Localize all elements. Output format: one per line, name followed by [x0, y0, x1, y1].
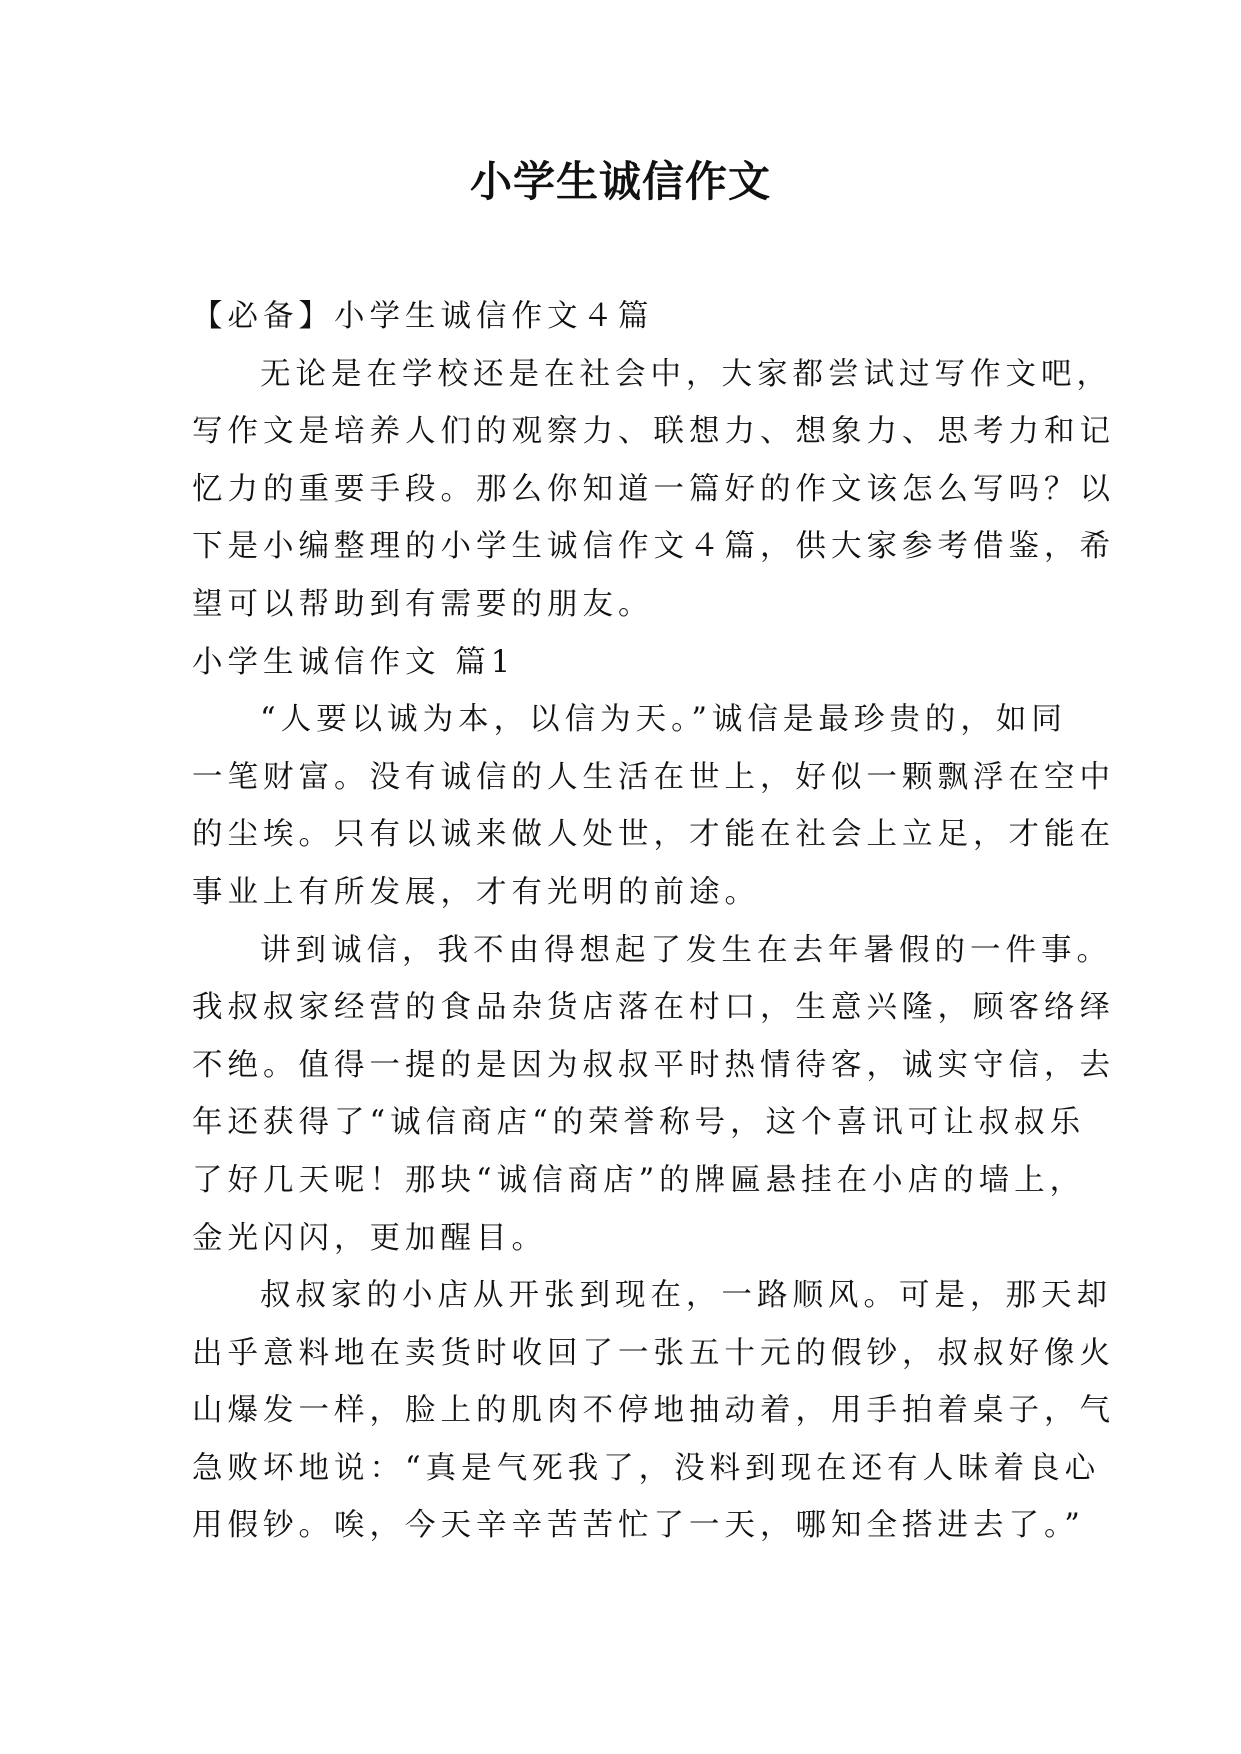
text-line: 用假钞。唉，今天辛辛苦苦忙了一天，哪知全搭进去了。”	[192, 1508, 1085, 1544]
text-line: 的尘埃。只有以诚来做人处世，才能在社会上立足，才能在	[192, 817, 1115, 853]
text-line: 叔叔家的小店从开张到现在，一路顺风。可是，那天却	[260, 1278, 1112, 1314]
text-line: “人要以诚为本，以信为天。”诚信是最珍贵的，如同	[260, 702, 1067, 738]
text-line: 金光闪闪，更加醒目。	[192, 1220, 547, 1256]
document-body	[192, 288, 1115, 1555]
text-line: 年还获得了“诚信商店“的荣誉称号，这个喜讯可让叔叔乐	[192, 1105, 1086, 1141]
text-line: 下是小编整理的小学生诚信作文４篇，供大家参考借鉴，希	[192, 529, 1115, 565]
text-line: 写作文是培养人们的观察力、联想力、想象力、思考力和记	[192, 414, 1115, 450]
text-line: 一笔财富。没有诚信的人生活在世上，好似一颗飘浮在空中	[192, 759, 1115, 795]
document-title: 小学生诚信作文	[469, 157, 771, 206]
text-line: 我叔叔家经营的食品杂货店落在村口，生意兴隆，顾客络绎	[192, 990, 1115, 1026]
text-line: 小学生诚信作文 篇1	[192, 644, 516, 680]
text-line: 【必备】小学生诚信作文４篇	[192, 299, 654, 334]
text-line: 望可以帮助到有需要的朋友。	[192, 586, 654, 622]
text-line: 出乎意料地在卖货时收回了一张五十元的假钞，叔叔好像火	[192, 1335, 1115, 1371]
text-line: 了好几天呢！那块“诚信商店”的牌匾悬挂在小店的墙上，	[192, 1162, 1086, 1198]
text-line: 山爆发一样，脸上的肌肉不停地抽动着，用手拍着桌子，气	[192, 1393, 1115, 1429]
text-line: 忆力的重要手段。那么你知道一篇好的作文该怎么写吗？以	[192, 471, 1115, 507]
text-line: 无论是在学校还是在社会中，大家都尝试过写作文吧，	[260, 356, 1112, 392]
text-line: 讲到诚信，我不由得想起了发生在去年暑假的一件事。	[260, 932, 1112, 968]
text-line: 急败坏地说：“真是气死我了，没料到现在还有人昧着良心	[192, 1450, 1101, 1486]
text-line: 不绝。值得一提的是因为叔叔平时热情待客，诚实守信，去	[192, 1047, 1115, 1083]
text-line: 事业上有所发展，才有光明的前途。	[192, 874, 760, 910]
